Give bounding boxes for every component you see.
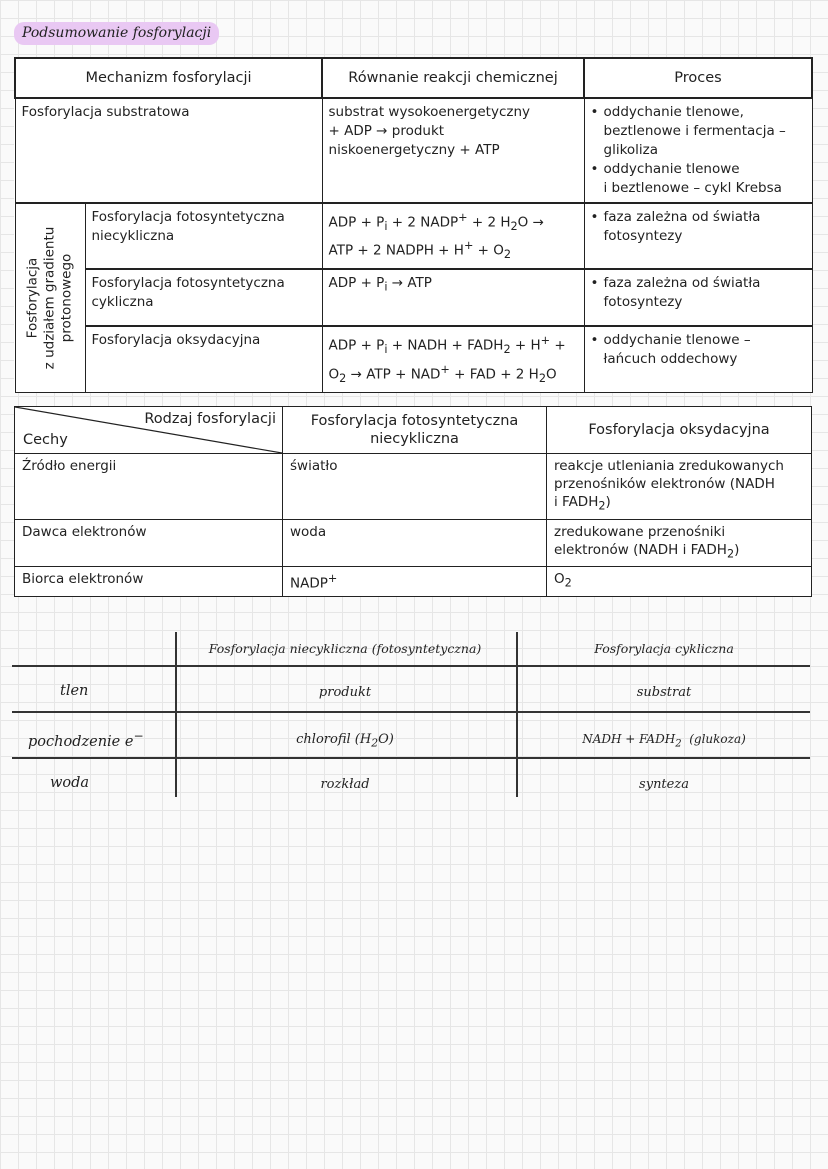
noncyclic-process — [584, 203, 812, 269]
process-item: • faza zależna od światła fotosyntezy — [591, 274, 806, 312]
cell-value: $O_2$ — [547, 567, 812, 597]
table-header-row — [15, 58, 812, 98]
header-noncyclic: Fosforylacja fotosyntetyczna niecykliczna — [283, 407, 547, 454]
divider — [12, 757, 810, 759]
row-label: Źródło energii — [15, 454, 283, 520]
noncyclic-equation: ADP + $P_i + 2$ NADP+ + 2 $H_2O$ → ATP + 2 NADPH + $H^+ + O_2$ — [322, 203, 584, 269]
table-header-row — [15, 407, 812, 454]
row-label: Biorca elektronów — [15, 567, 283, 597]
cyclic-process — [584, 269, 812, 326]
table-row — [15, 454, 812, 520]
cell-value: zredukowane przenośniki elektronów (NADH i $FADH_2$) — [547, 519, 812, 567]
cell-value: chlorofil $(H_2O)$ — [296, 732, 394, 750]
table-row-substrate — [15, 98, 812, 203]
process-item: • oddychanie tlenowe – łańcuch oddechowy — [591, 331, 806, 369]
header-process: Proces — [584, 58, 812, 98]
cell-value: woda — [283, 519, 547, 567]
table-row-cyclic — [15, 269, 812, 326]
cell-value: substrat — [636, 685, 692, 700]
row-label: pochodzenie e− — [28, 729, 144, 750]
substrate-equation — [322, 98, 584, 203]
header-cyclic-hand: Fosforylacja cykliczna — [594, 641, 734, 656]
table-row — [15, 519, 812, 567]
row-label: Dawca elektronów — [15, 519, 283, 567]
diag-bottom-label: Cechy — [23, 432, 68, 448]
comparison-table — [14, 406, 812, 597]
proton-gradient-group-label: Fosforylacja z udziałem gradientu protonowego — [15, 203, 85, 392]
process-item: • oddychanie tlenowe i beztlenowe – cykl Krebsa — [591, 160, 806, 198]
substrate-process — [584, 98, 812, 203]
cyclic-equation: ADP + $P_i$ → ATP — [322, 269, 584, 326]
process-item: • faza zależna od światła fotosyntezy — [591, 208, 806, 246]
oxidative-name: Fosforylacja oksydacyjna — [85, 326, 322, 392]
header-noncyclic-hand: Fosforylacja niecykliczna (fotosyntetyczna) — [208, 641, 482, 656]
cell-value: światło — [283, 454, 547, 520]
phosphorylation-summary-table — [14, 57, 813, 393]
cell-value: rozkład — [320, 777, 370, 792]
cyclic-name: Fosforylacja fotosyntetyczna cykliczna — [85, 269, 322, 326]
table-row-oxidative — [15, 326, 812, 392]
cell-value: produkt — [318, 685, 372, 700]
eq-line: substrat wysokoenergetyczny — [328, 104, 531, 120]
eq-line: niskoenergetyczny + ATP — [328, 142, 500, 158]
process-item: • oddychanie tlenowe, beztlenowe i fermentacja – glikoliza — [591, 103, 806, 160]
header-equation: Równanie reakcji chemicznej — [322, 58, 584, 98]
cell-value: NADH + $FADH_2$ (glukoza) — [582, 732, 746, 750]
diagonal-header-cell — [15, 407, 283, 454]
diag-top-label: Rodzaj fosforylacji — [144, 411, 276, 427]
oxidative-equation: ADP + $P_i$ + NADH + $FADH_2 + H^+$ + $O_2$ → ATP + NAD+ + FAD + 2 $H_2O$ — [322, 326, 584, 392]
oxidative-process — [584, 326, 812, 392]
cell-value: reakcje utleniania zredukowanych przenośników elektronów (NADH i $FADH_2$) — [547, 454, 812, 520]
header-oxidative: Fosforylacja oksydacyjna — [547, 407, 812, 454]
eq-line: + ADP → produkt — [328, 123, 445, 139]
table-row-noncyclic — [15, 203, 812, 269]
substrate-name: Fosforylacja substratowa — [15, 98, 322, 203]
page-title: Podsumowanie fosforylacji — [14, 22, 219, 45]
header-mechanism: Mechanizm fosforylacji — [15, 58, 322, 98]
noncyclic-name: Fosforylacja fotosyntetyczna niecykliczna — [85, 203, 322, 269]
table-row — [15, 567, 812, 597]
divider — [516, 632, 518, 797]
cell-value: synteza — [639, 777, 689, 792]
row-label: tlen — [60, 683, 89, 699]
divider — [12, 711, 810, 713]
divider — [175, 632, 177, 797]
divider — [12, 665, 810, 667]
cell-value: NADP+ — [283, 567, 547, 597]
row-label: woda — [50, 775, 90, 791]
